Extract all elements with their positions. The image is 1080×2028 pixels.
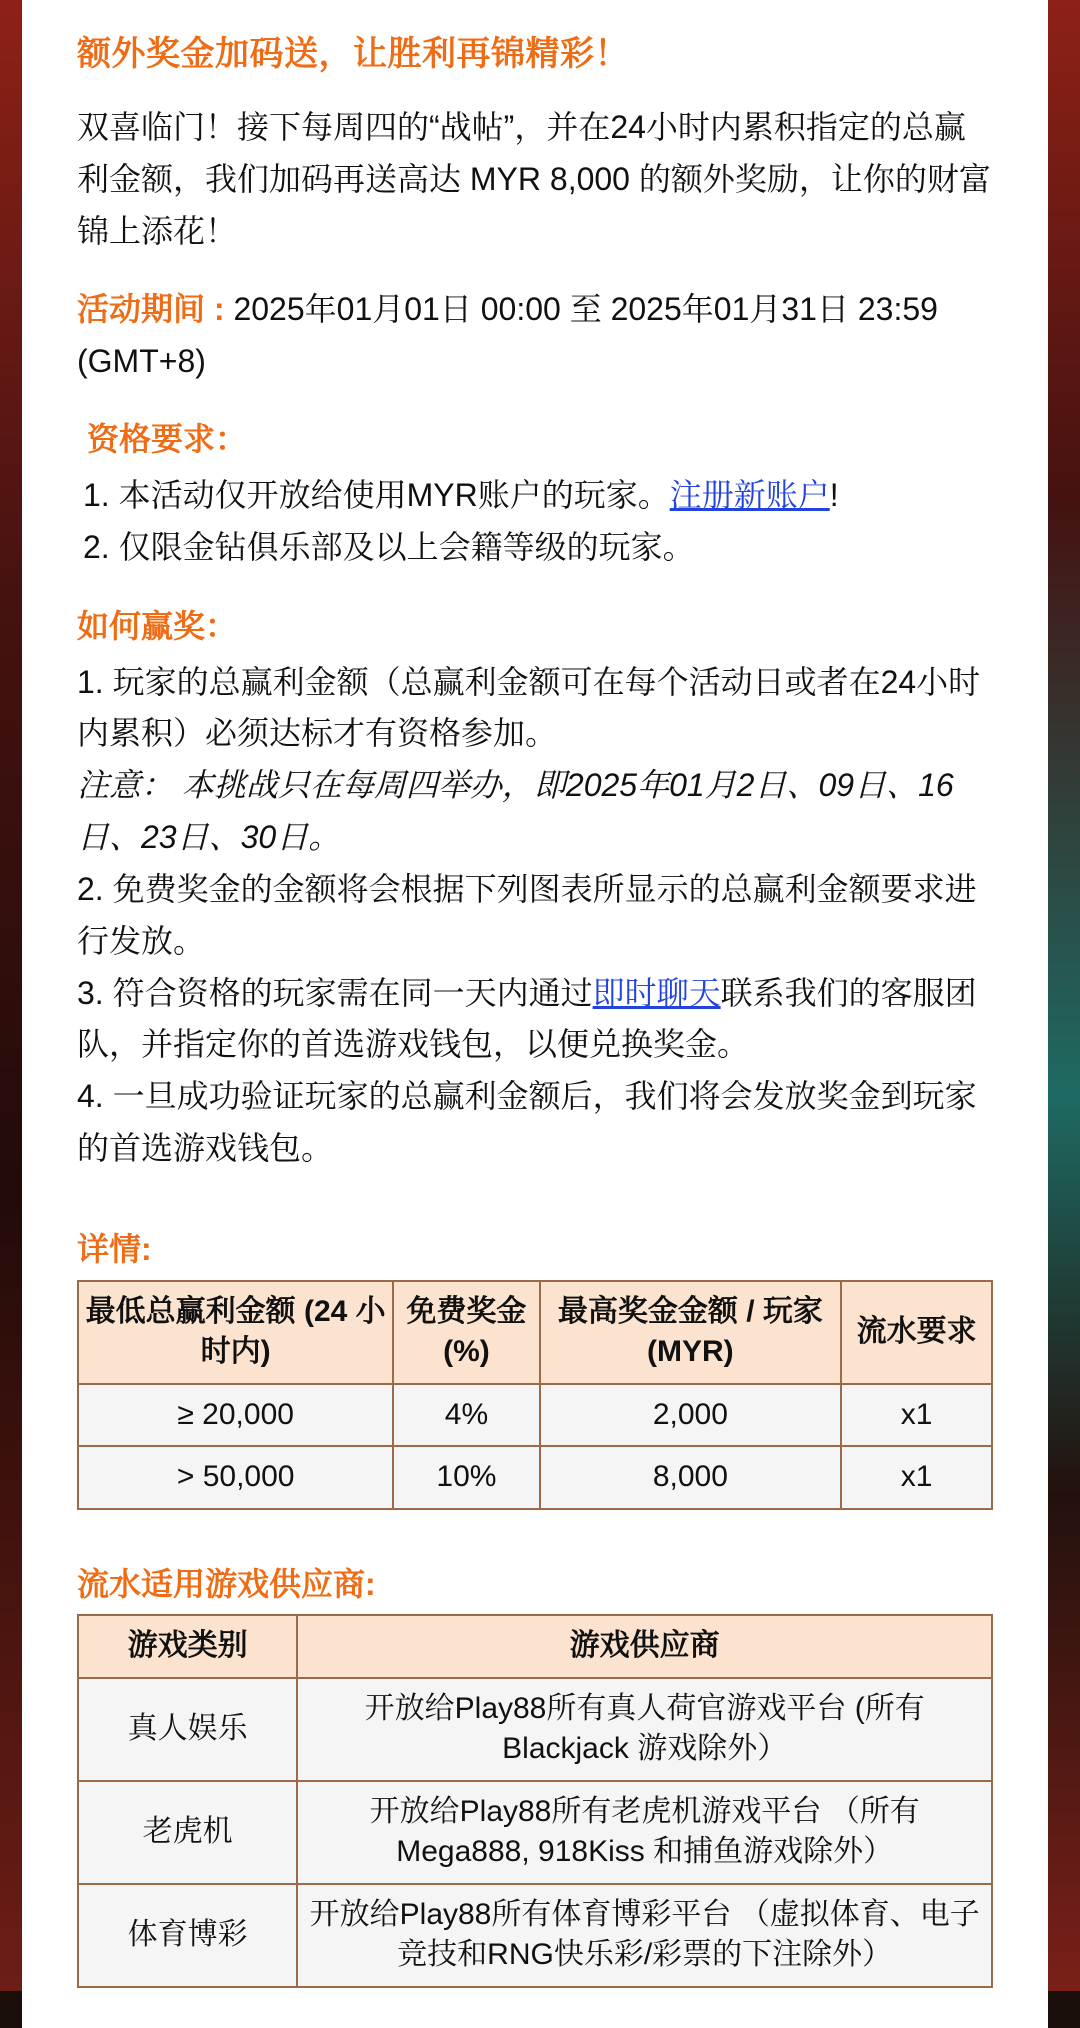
how-to-win-item-2: 2. 免费奖金的金额将会根据下列图表所显示的总赢利金额要求进行发放。 xyxy=(77,870,977,959)
promo-headline: 额外奖金加码送，让胜利再锦精彩！ xyxy=(77,35,629,73)
details-cell: ≥ 20,000 xyxy=(78,1384,393,1447)
how-to-win-item-1: 1. 玩家的总赢利金额（总赢利金额可在每个活动日或者在24小时内累积）必须达标才有资格参加。 xyxy=(77,663,981,752)
details-cell: x1 xyxy=(841,1384,992,1447)
details-cell: 2,000 xyxy=(540,1384,842,1447)
details-cell: x1 xyxy=(841,1446,992,1509)
details-header-row xyxy=(78,1281,992,1384)
details-header-cell: 流水要求 xyxy=(841,1281,992,1384)
eligibility-item-1 xyxy=(77,470,993,522)
providers-header-cell: 游戏类别 xyxy=(78,1615,297,1678)
how-to-win-item-3 xyxy=(77,968,993,1072)
register-new-account-link[interactable]: 注册新账户 xyxy=(669,477,830,514)
providers-value-cell: 开放给Play88所有真人荷官游戏平台 (所有Blackjack 游戏除外） xyxy=(297,1678,992,1781)
details-title: 详情: xyxy=(77,1230,152,1267)
how-to-win-note: 注意： 本挑战只在每周四举办，即2025年01月2日、09日、16日、23日、30日。 xyxy=(77,767,954,856)
promo-period xyxy=(77,284,993,388)
live-chat-link[interactable]: 即时聊天 xyxy=(592,974,721,1011)
providers-category-cell: 真人娱乐 xyxy=(78,1678,297,1781)
details-header-cell: 最低总赢利金额 (24 小时内) xyxy=(78,1281,393,1384)
eligibility-item-2: 2. 仅限金钻俱乐部及以上会籍等级的玩家。 xyxy=(83,528,695,565)
providers-category-cell: 老虎机 xyxy=(78,1781,297,1884)
eligibility-item-1-suffix: ! xyxy=(829,477,839,514)
right-edge-decoration xyxy=(1048,0,1080,1991)
promo-content-sheet xyxy=(22,0,1048,2028)
how-to-win-item-4: 4. 一旦成功验证玩家的总赢利金额后，我们将会发放奖金到玩家的首选游戏钱包。 xyxy=(77,1078,977,1167)
promo-intro-paragraph: 双喜临门！接下每周四的“战帖”，并在24小时内累积指定的总赢利金额，我们加码再送高达 MYR 8,000 的额外奖励，让你的财富锦上添花！ xyxy=(77,109,991,249)
table-row xyxy=(78,1384,992,1447)
details-cell: 10% xyxy=(393,1446,539,1509)
left-edge-decoration xyxy=(0,0,22,1991)
providers-value-cell: 开放给Play88所有老虎机游戏平台 （所有Mega888, 918Kiss 和捕鱼游戏除外） xyxy=(297,1781,992,1884)
details-cell: > 50,000 xyxy=(78,1446,393,1509)
how-to-win-item-3-prefix: 3. 符合资格的玩家需在同一天内通过 xyxy=(77,974,593,1011)
table-row xyxy=(78,1446,992,1509)
eligibility-item-1-prefix: 1. 本活动仅开放给使用MYR账户的玩家。 xyxy=(83,477,670,514)
providers-header-row xyxy=(78,1615,992,1678)
how-to-win-item-3-suffix: 联系我们的客服团队，并指定你的首选游戏钱包，以便兑换奖金。 xyxy=(77,974,977,1063)
details-header-cell: 免费奖金 (%) xyxy=(393,1281,539,1384)
how-to-win-title: 如何赢奖： xyxy=(77,607,238,644)
providers-title: 流水适用游戏供应商: xyxy=(77,1565,376,1602)
spacer-before-details xyxy=(77,1175,993,1197)
details-cell: 8,000 xyxy=(540,1446,842,1509)
providers-value-cell: 开放给Play88所有体育博彩平台 （虚拟体育、电子竞技和RNG快乐彩/彩票的下注除外） xyxy=(297,1884,992,1987)
table-row xyxy=(78,1678,992,1781)
details-cell: 4% xyxy=(393,1384,539,1447)
providers-header-cell: 游戏供应商 xyxy=(297,1615,992,1678)
providers-category-cell: 体育博彩 xyxy=(78,1884,297,1987)
providers-table xyxy=(77,1614,993,1988)
spacer-before-providers xyxy=(77,1510,993,1532)
table-row xyxy=(78,1781,992,1884)
eligibility-title: 资格要求： xyxy=(87,421,248,458)
table-row xyxy=(78,1884,992,1987)
promo-period-value: 2025年01月01日 00:00 至 2025年01月31日 23:59 (GMT+8) xyxy=(77,290,938,379)
details-header-cell: 最高奖金金额 / 玩家 (MYR) xyxy=(540,1281,842,1384)
promo-period-label: 活动期间 : xyxy=(77,290,225,327)
details-table xyxy=(77,1280,993,1510)
